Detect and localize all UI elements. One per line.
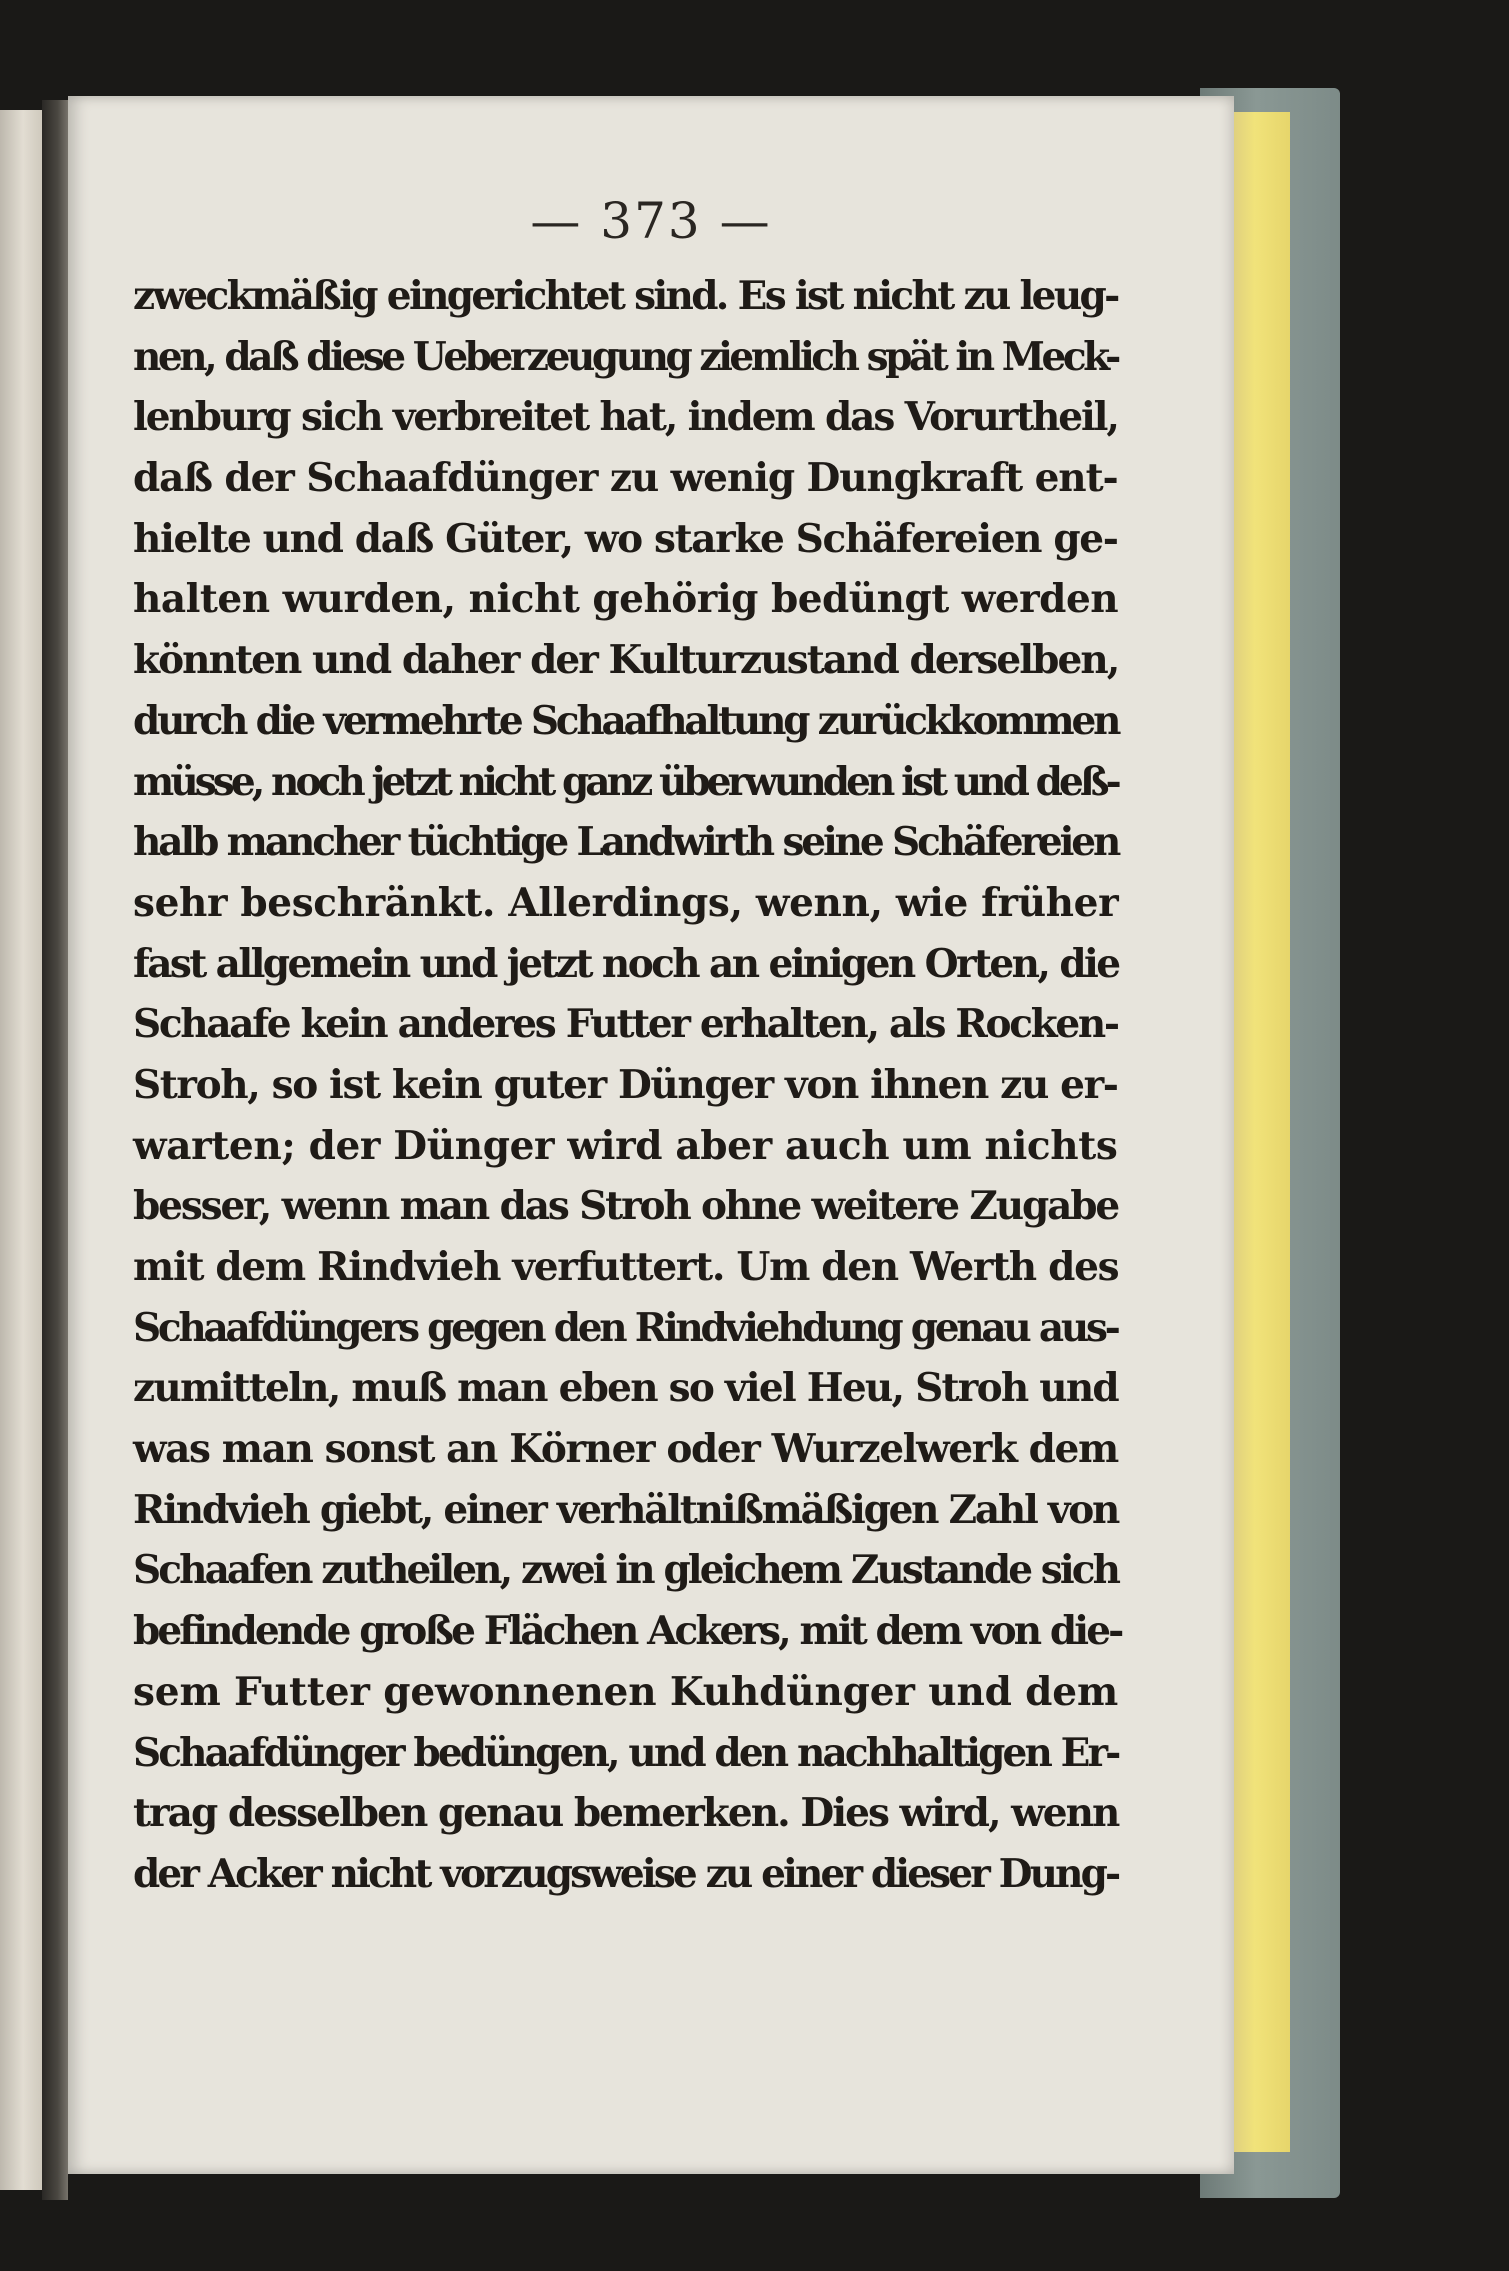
text-line: nen, daß diese Ueberzeugung ziemlich spät in Meck- — [133, 333, 1118, 380]
text-line: was man sonst an Körner oder Wurzelwerk dem — [133, 1426, 1118, 1473]
text-line: Schaafdünger bedüngen, und den nachhaltigen Er- — [133, 1729, 1119, 1776]
text-line: befindende große Flächen Ackers, mit dem von die- — [133, 1608, 1122, 1655]
left-page-edge — [0, 110, 42, 2190]
text-line: durch die vermehrte Schaafhaltung zurückkommen — [133, 697, 1119, 744]
text-line: müsse, noch jetzt nicht ganz überwunden ist und deß- — [133, 758, 1118, 805]
text-line: sem Futter gewonnenen Kuhdünger und dem — [133, 1668, 1119, 1715]
text-line: Stroh, so ist kein guter Dünger von ihnen zu er- — [133, 1061, 1118, 1108]
text-line: fast allgemein und jetzt noch an einigen Orten, die — [133, 940, 1119, 987]
text-line: hielte und daß Güter, wo starke Schäfereien ge- — [133, 515, 1118, 562]
text-line: Rindvieh giebt, einer verhältnißmäßigen Zahl von — [133, 1486, 1119, 1533]
text-line: der Acker nicht vorzugsweise zu einer dieser Dung- — [133, 1850, 1119, 1897]
body-text — [133, 266, 1122, 1905]
text-line: zumitteln, muß man eben so viel Heu, Stroh und — [133, 1365, 1118, 1412]
page-number: — 373 — — [530, 192, 772, 250]
text-line: daß der Schaafdünger zu wenig Dungkraft ent- — [133, 455, 1118, 502]
text-line: halten wurden, nicht gehörig bedüngt werden — [133, 576, 1119, 623]
book-page — [68, 96, 1234, 2174]
page-block-edge — [1226, 112, 1290, 2152]
text-line: zweckmäßig eingerichtet sind. Es ist nicht zu leug- — [133, 273, 1118, 319]
text-line: sehr beschränkt. Allerdings, wenn, wie früher — [133, 879, 1119, 926]
text-line: lenburg sich verbreitet hat, indem das Vorurtheil, — [133, 394, 1118, 441]
text-line: Schaafen zutheilen, zwei in gleichem Zustande sich — [133, 1547, 1119, 1594]
text-line: mit dem Rindvieh verfuttert. Um den Werth des — [133, 1244, 1119, 1290]
text-line: warten; der Dünger wird aber auch um nichts — [133, 1122, 1118, 1169]
text-line: Schaafe kein anderes Futter erhalten, als Rocken- — [133, 1001, 1118, 1048]
text-line: besser, wenn man das Stroh ohne weitere Zugabe — [133, 1183, 1119, 1230]
book-gutter — [42, 100, 68, 2200]
text-line: könnten und daher der Kulturzustand derselben, — [133, 637, 1119, 684]
text-line: Schaafdüngers gegen den Rindviehdung genau aus- — [133, 1304, 1118, 1351]
text-line: halb mancher tüchtige Landwirth seine Schäfereien — [133, 819, 1119, 866]
text-line: trag desselben genau bemerken. Dies wird, wenn — [133, 1790, 1119, 1837]
